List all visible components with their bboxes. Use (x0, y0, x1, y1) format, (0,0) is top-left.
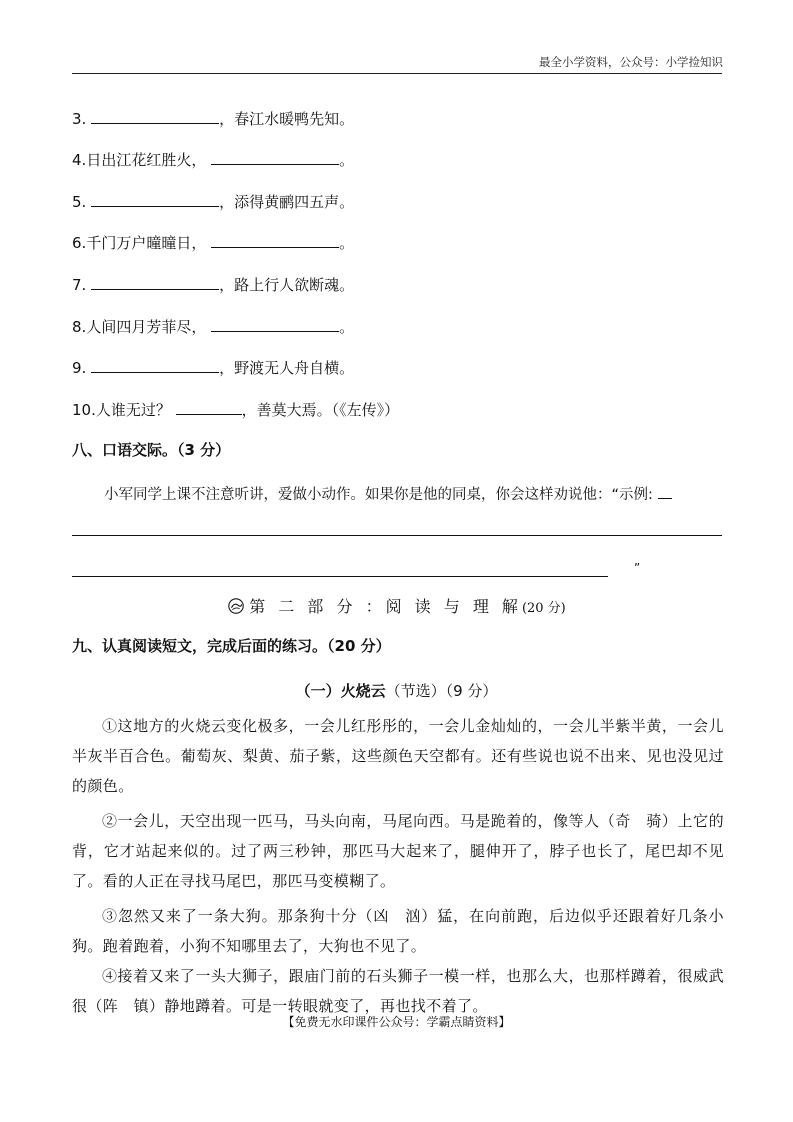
answer-blank[interactable] (211, 315, 339, 332)
item-number: 4. (72, 151, 87, 169)
answer-line[interactable] (72, 576, 608, 577)
answer-blank[interactable] (91, 190, 219, 207)
section-8-title: 八、口语交际。（3 分） (72, 441, 231, 459)
answer-blank[interactable] (211, 231, 339, 248)
answer-blank[interactable] (91, 107, 219, 124)
section-8-prompt (104, 482, 672, 505)
poem-text: ，野渡无人舟自横。 (219, 359, 355, 377)
passage-title: （一）火烧云 (295, 682, 386, 700)
poem-line-4 (72, 148, 354, 170)
page-header: 最全小学资料，公众号：小学捡知识 (539, 55, 723, 69)
answer-blank[interactable] (91, 273, 219, 290)
passage-paragraph-1: ①这地方的火烧云变化极多，一会儿红彤彤的，一会儿金灿灿的，一会儿半紫半黄，一会儿半灰半百合色。葡萄灰、梨黄、茄子紫，这些颜色天空都有。还有些说也说不出来、见也没见过的颜色。 (72, 717, 724, 795)
passage-heading (0, 680, 793, 701)
poem-line-10 (72, 398, 399, 420)
section-9-title: 九、认真阅读短文，完成后面的练习。（20 分） (72, 637, 391, 655)
item-number: 3. (72, 110, 87, 128)
answer-blank[interactable] (658, 482, 672, 499)
poem-text: 人谁无过？ (95, 401, 171, 419)
poem-text: 日出江花红胜火， (86, 151, 207, 169)
poem-line-5 (72, 190, 354, 212)
answer-blank[interactable] (211, 148, 339, 165)
page-footer: 【免费无水印课件公众号：学霸点睛资料】 (282, 1015, 511, 1029)
poem-text: ，路上行人欲断魂。 (219, 276, 355, 294)
poem-line-7 (72, 273, 354, 295)
passage-paragraph-2: ②一会儿，天空出现一匹马，马头向南，马尾向西。马是跪着的，像等人（奇 骑）上它的背，它才站起来似的。过了两三秒钟，那匹马大起来了，腿伸开了，脖子也长了，尾巴却不见了。看的人正在寻找马尾巴，那匹马变模糊了。 (72, 812, 724, 890)
answer-line[interactable] (72, 535, 722, 536)
passage-paragraph-4: ④接着又来了一头大狮子，跟庙门前的石头狮子一模一样，也那么大，也那样蹲着，很威武很（阵 镇）静地蹲着。可是一转眼就变了，再也找不着了。 (72, 967, 724, 1015)
part-title-text: 第 二 部 分 ：阅 读 与 理 解 (249, 597, 522, 616)
part-score: (20 分) (521, 601, 566, 616)
prompt-text: 小军同学上课不注意听讲，爱做小动作。如果你是他的同桌，你会这样劝说他：“示例: (104, 487, 653, 503)
poem-text: ，春江水暖鸭先知。 (219, 110, 355, 128)
poem-line-9 (72, 356, 354, 378)
item-number: 9. (72, 359, 87, 377)
poem-line-3 (72, 107, 354, 129)
poem-text: ，善莫大焉。（《左传》） (241, 401, 400, 419)
part-2-title (0, 594, 793, 617)
poem-text: 人间四月芳菲尽， (86, 318, 207, 336)
poem-text: 千门万户曈曈日， (86, 234, 207, 252)
answer-blank[interactable] (176, 398, 242, 415)
poem-text: 。 (339, 318, 355, 336)
poem-text: ，添得黄鹂四五声。 (219, 193, 355, 211)
passage-note: （节选）（9 分） (385, 682, 498, 700)
passage-paragraph-3: ③忽然又来了一条大狗。那条狗十分（凶 汹）猛，在向前跑，后边似乎还跟着好几条小狗。跑着跑着，小狗不知哪里去了，大狗也不见了。 (72, 907, 724, 955)
poem-line-6 (72, 231, 354, 253)
poem-text: 。 (339, 234, 355, 252)
poem-text: 。 (339, 151, 355, 169)
close-quote: ” (634, 561, 641, 575)
poem-line-8 (72, 315, 354, 337)
item-number: 6. (72, 234, 87, 252)
item-number: 8. (72, 318, 87, 336)
item-number: 5. (72, 193, 87, 211)
header-rule (72, 73, 722, 74)
item-number: 7. (72, 276, 87, 294)
answer-blank[interactable] (91, 356, 219, 373)
item-number: 10. (72, 401, 96, 419)
book-swirl-icon (227, 597, 245, 615)
